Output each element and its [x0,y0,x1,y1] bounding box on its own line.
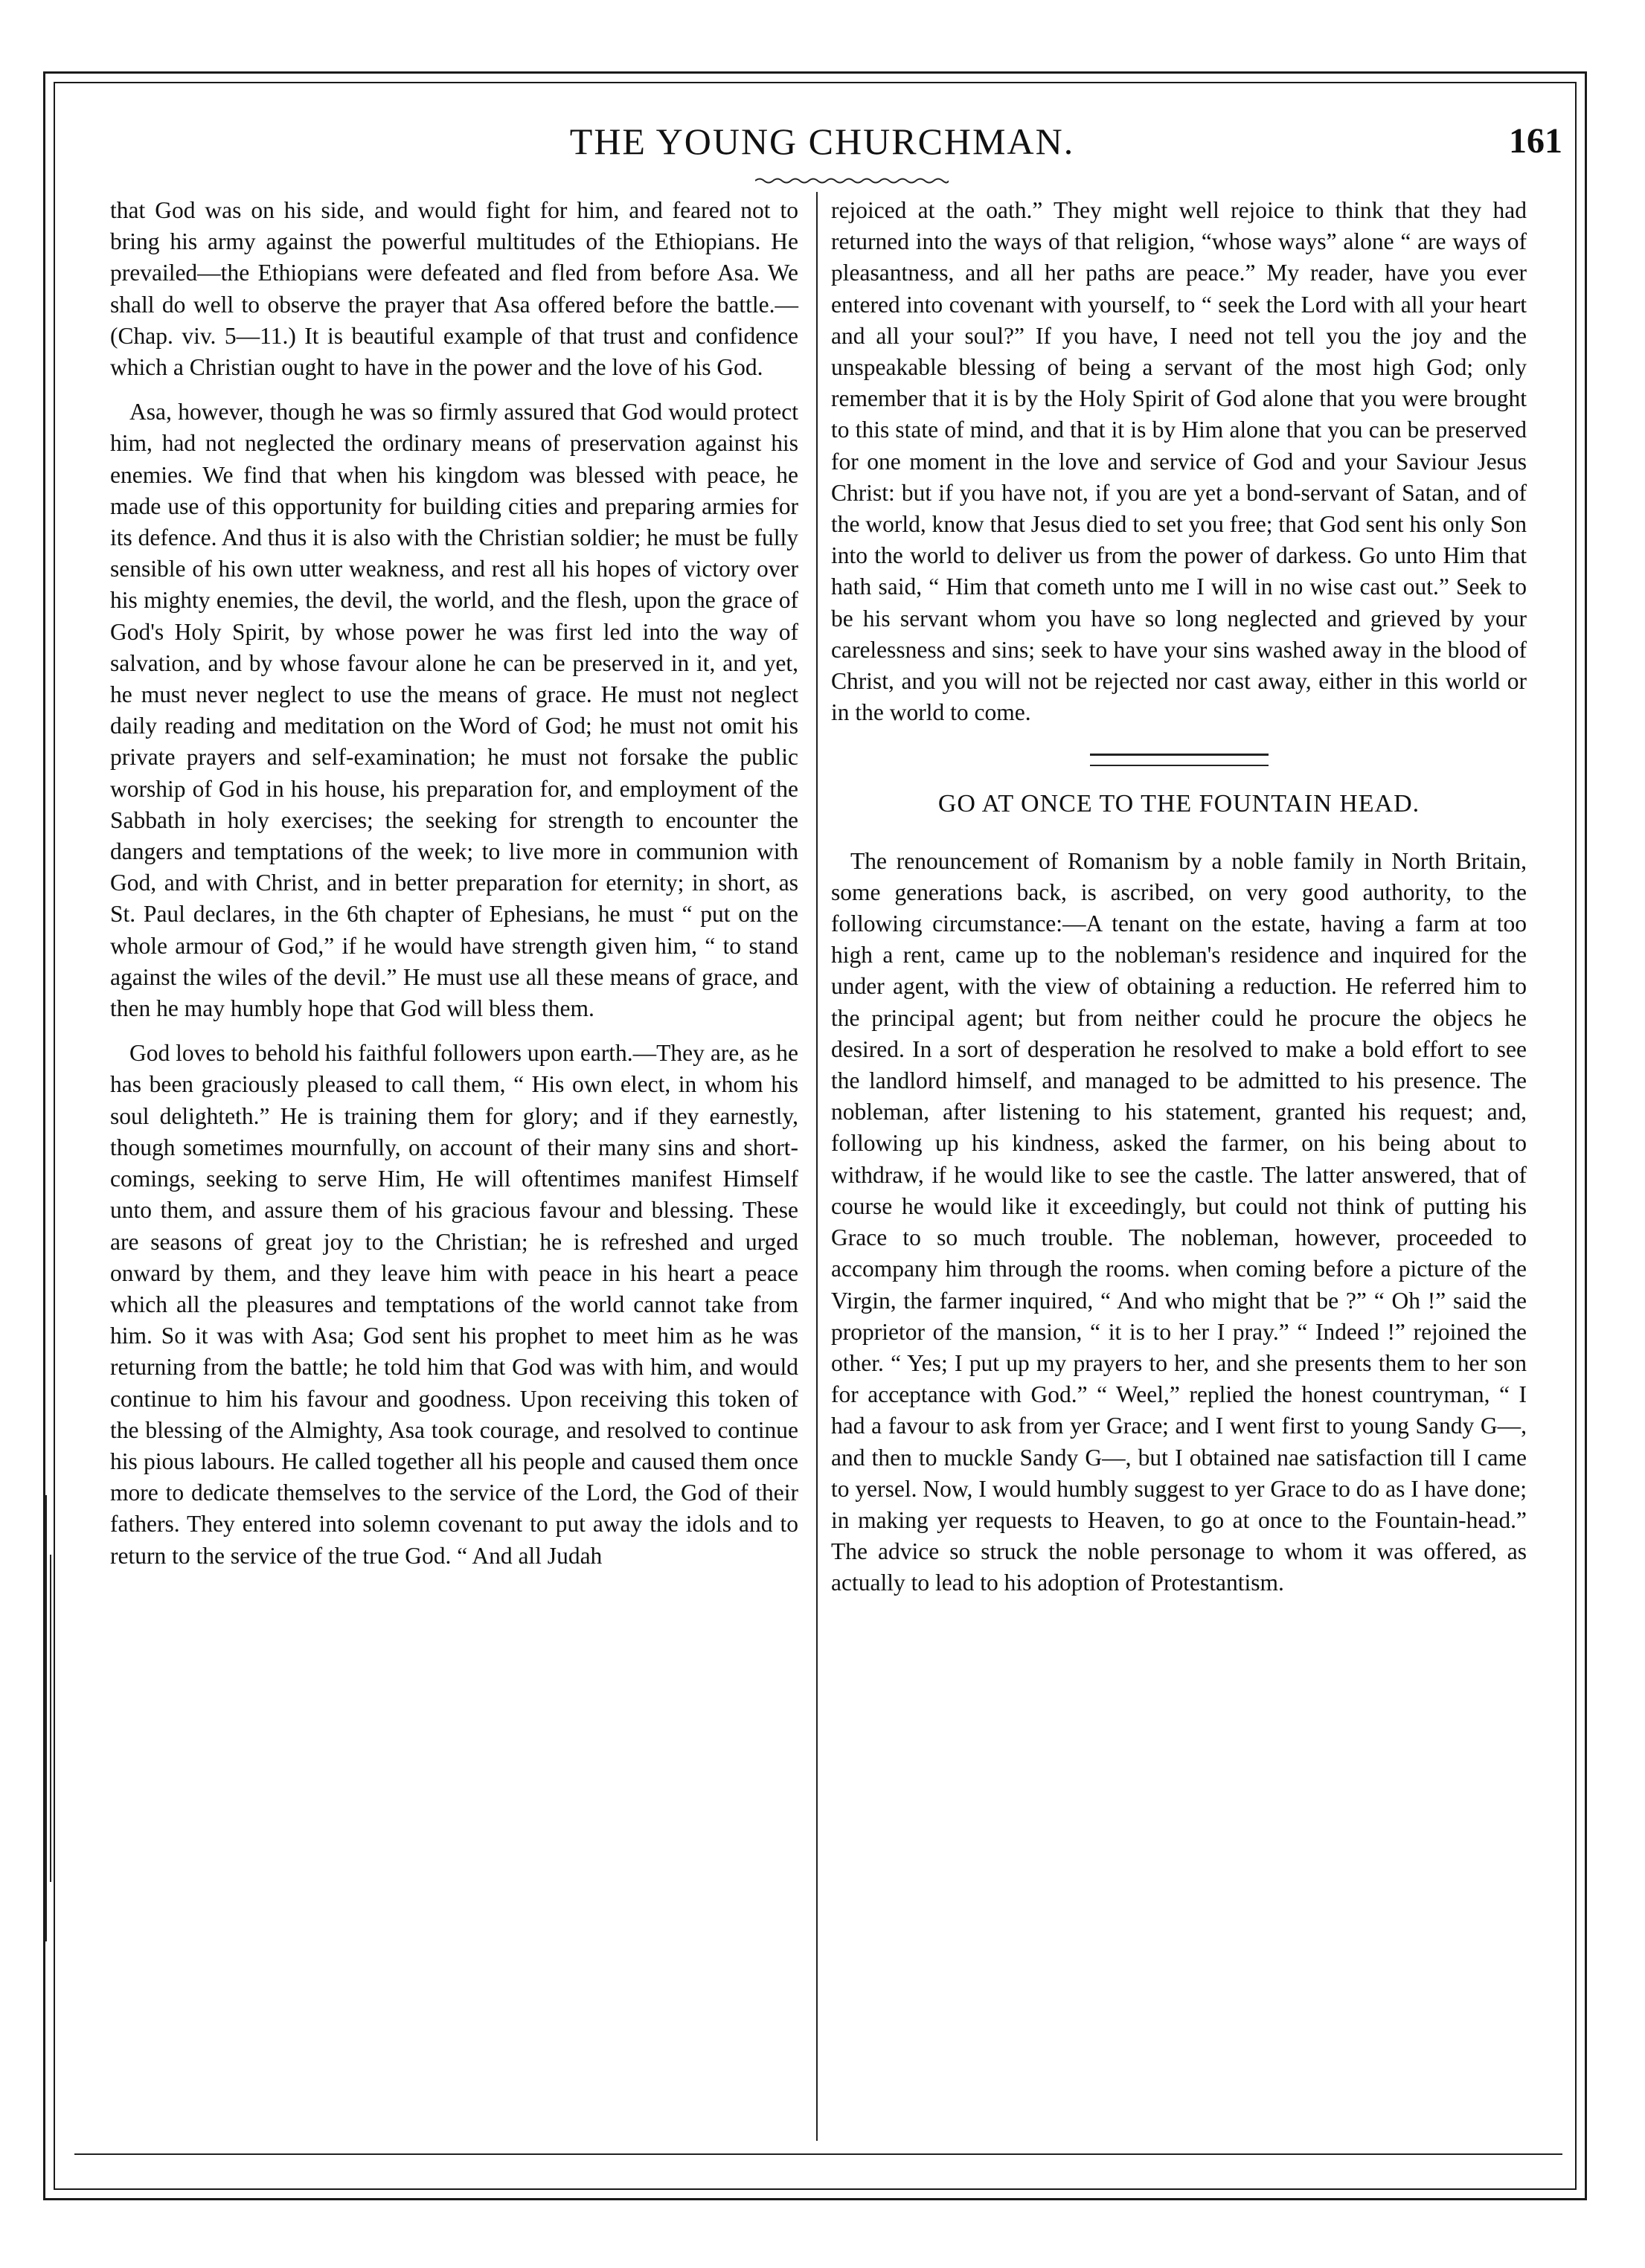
left-column [110,195,798,1585]
paragraph: that God was on his side, and would fight for him, and feared not to bring his army against the powerful multitudes of the Ethiopians. He prevailed—the Ethiopians were defeated and fled from before Asa. We shall do well to observe the prayer that Asa offered before the battle.—(Chap. viv. 5—11.) It is beautiful example of that trust and confidence which a Christian ought to have in the power and the love of his God. [110,197,798,381]
margin-marks [43,1495,54,1941]
right-column [831,195,1527,1613]
header-ornament [755,176,949,186]
paragraph: The renouncement of Romanism by a noble family in North Britain, some generations back, is ascribed, on very good authority, to the following circumstance:—A tenant on the estate, having a farm at too high a rent, came up to the nobleman's residence and inquired for the under agent, with the view of obtaining a reduction. He referred him to the principal agent; but from neither could he procure the objecs he desired. In a sort of desperation he resolved to make a bold effort to see the landlord himself, and managed to be admitted to his presence. The nobleman, after listening to his statement, granted his request; and, following up his kindness, asked the farmer, on his being about to withdraw, if he would like to see the castle. The latter answered, that of course he would like it exceedingly, but could not think of putting his Grace to so much trouble. The nobleman, however, proceeded to accompany him through the rooms. when coming before a picture of the Virgin, the farmer inquired, “ And who might that be ?” “ Oh !” said the proprietor of the mansion, “ it is to her I pray.” “ Indeed !” rejoined the other. “ Yes; I put up my prayers to her, and she presents them to her son for acceptance with God.” “ Weel,” replied the honest countryman, “ I had a favour to ask from yer Grace; and I went first to young Sandy G—, and then to muckle Sandy G—, but I obtained nae satisfaction till I came to yersel. Now, I would humbly suggest to yer Grace to do as I have done; in making yer requests to Heaven, to go at once to the Fountain-head.” The advice so struck the noble personage to whom it was offered, as actually to lead to his adoption of Protestantism. [831,847,1527,1596]
paragraph: God loves to behold his faithful followers upon earth.—They are, as he has been graciously pleased to call them, “ His own elect, in whom his soul delighteth.” He is training them for glory; and if they earnestly, though sometimes mournfully, on account of their many sins and short-comings, seeking to serve Him, He will oftentimes manifest Himself unto them, and assure them of his gracious favour and blessing. These are seasons of great joy to the Christian; he is refreshed and urged onward by them, and they leave him with peace in his heart a peace which all the pleasures and temptations of the world cannot take from him. So it was with Asa; God sent his prophet to meet him as he was returning from the battle; he told him that God was with him, and would continue to him his favour and goodness. Upon receiving this token of the blessing of the Almighty, Asa took courage, and resolved to continue his pious labours. He called together all his people and caused them once more to dedicate themselves to the service of the Lord, the God of their fathers. They entered into solemn covenant to put away the idols and to return to the service of the true God. “ And all Judah [110,1040,798,1569]
column-divider [816,192,818,2141]
running-title: THE YOUNG CHURCHMAN. [569,121,1075,162]
section-divider [1090,754,1269,766]
bottom-rule [74,2153,1562,2155]
page-header [82,112,1562,171]
paragraph: Asa, however, though he was so firmly assured that God would protect him, had not neglected the ordinary means of preservation against his enemies. We find that when his kingdom was blessed with peace, he made use of this opportunity for building cities and preparing armies for its defence. And thus it is also with the Christian soldier; he must be fully sensible of his own utter weakness, and rest all his hopes of victory over his mighty enemies, the devil, the world, and the flesh, upon the grace of God's Holy Spirit, by whose power he was first led into the way of salvation, and by whose favour alone he can be preserved in it, and yet, he must never neglect to use the means of grace. He must not neglect daily reading and meditation on the Word of God; he must not omit his private prayers and self-examination; he must not forsake the public worship of God in his house, his preparation for, and employment of the Sabbath in holy exercises; the seeking for strength to encounter the dangers and temptations of the week; to live more in communion with God, and with Christ, and in better preparation for eternity; in short, as St. Paul declares, in the 6th chapter of Ephesians, he must “ put on the whole armour of God,” if he would have strength given him, “ to stand against the wiles of the devil.” He must use all these means of grace, and then he may humbly hope that God will bless them. [110,399,798,1022]
section-heading: GO AT ONCE TO THE FOUNTAIN HEAD. [937,790,1420,818]
paragraph: rejoiced at the oath.” They might well rejoice to think that they had returned into the ways of that religion, “whose ways” alone “ are ways of pleasantness, and all her paths are peace.” My reader, have you ever entered into covenant with yourself, to “ seek the Lord with all your heart and all your soul?” If you have, I need not tell you the joy and the unspeakable blessing of being a servant of the most high God; only remember that it is by the Holy Spirit of God alone that you were brought to this state of mind, and that it is by Him alone that you can be preserved for one moment in the love and service of God and your Saviour Jesus Christ: but if you have not, if you are yet a bond-servant of Satan, and of the world, know that Jesus died to set you free; that God sent his only Son into the world to deliver us from the power of darkess. Go unto Him that hath said, “ Him that cometh unto me I will in no wise cast out.” Seek to be his servant whom you have so long neglected and grieved by your carelessness and sins; seek to have your sins washed away in the blood of Christ, and you will not be rejected nor cast away, either in this world or in the world to come. [831,197,1527,726]
page-number: 161 [1509,121,1562,161]
